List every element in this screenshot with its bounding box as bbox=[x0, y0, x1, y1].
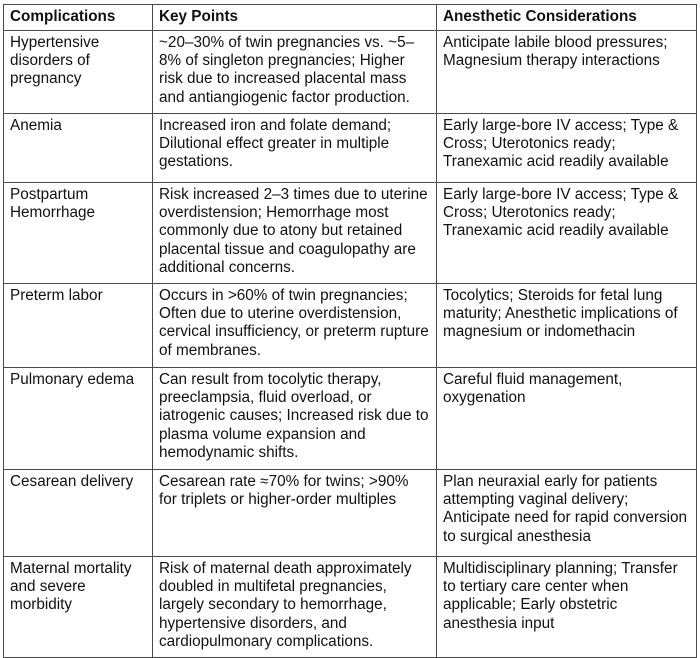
table-row bbox=[4, 470, 697, 557]
complications-table bbox=[3, 4, 697, 658]
cell-anesthetic: Multidisciplinary planning; Transfer to tertiary care center when applicable; Early obstetric anesthesia input bbox=[437, 557, 697, 658]
cell-key-points: Cesarean rate ≈70% for twins; >90% for triplets or higher-order multiples bbox=[153, 470, 437, 557]
cell-complication: Anemia bbox=[4, 114, 153, 183]
header-complications: Complications bbox=[4, 5, 153, 31]
header-key-points: Key Points bbox=[153, 5, 437, 31]
cell-complication: Preterm labor bbox=[4, 284, 153, 368]
cell-key-points: Occurs in >60% of twin pregnancies; Often due to uterine overdistension, cervical insufficiency, or preterm rupture of membranes. bbox=[153, 284, 437, 368]
table-row bbox=[4, 368, 697, 470]
table-row bbox=[4, 183, 697, 284]
header-anesthetic-considerations: Anesthetic Considerations bbox=[437, 5, 697, 31]
table-row bbox=[4, 114, 697, 183]
table-row bbox=[4, 557, 697, 658]
cell-anesthetic: Tocolytics; Steroids for fetal lung maturity; Anesthetic implications of magnesium or indomethacin bbox=[437, 284, 697, 368]
cell-complication: Cesarean delivery bbox=[4, 470, 153, 557]
cell-complication: Pulmonary edema bbox=[4, 368, 153, 470]
cell-anesthetic: Careful fluid management, oxygenation bbox=[437, 368, 697, 470]
cell-anesthetic: Anticipate labile blood pressures; Magnesium therapy interactions bbox=[437, 31, 697, 114]
table-row bbox=[4, 31, 697, 114]
cell-anesthetic: Plan neuraxial early for patients attempting vaginal delivery; Anticipate need for rapid conversion to surgical anesthesia bbox=[437, 470, 697, 557]
cell-key-points: Risk increased 2–3 times due to uterine overdistension; Hemorrhage most commonly due to atony but retained placental tissue and coagulopathy are additional concerns. bbox=[153, 183, 437, 284]
cell-complication: Postpartum Hemorrhage bbox=[4, 183, 153, 284]
cell-key-points: Increased iron and folate demand; Dilutional effect greater in multiple gestations. bbox=[153, 114, 437, 183]
cell-anesthetic: Early large-bore IV access; Type & Cross; Uterotonics ready; Tranexamic acid readily available bbox=[437, 114, 697, 183]
cell-key-points: ~20–30% of twin pregnancies vs. ~5–8% of singleton pregnancies; Higher risk due to increased placental mass and antiangiogenic factor production. bbox=[153, 31, 437, 114]
cell-complication: Maternal mortality and severe morbidity bbox=[4, 557, 153, 658]
cell-complication: Hypertensive disorders of pregnancy bbox=[4, 31, 153, 114]
cell-anesthetic: Early large-bore IV access; Type & Cross; Uterotonics ready; Tranexamic acid readily available bbox=[437, 183, 697, 284]
cell-key-points: Risk of maternal death approximately doubled in multifetal pregnancies, largely secondary to hemorrhage, hypertensive disorders, and cardiopulmonary complications. bbox=[153, 557, 437, 658]
cell-key-points: Can result from tocolytic therapy, preeclampsia, fluid overload, or iatrogenic causes; Increased risk due to plasma volume expansion and hemodynamic shifts. bbox=[153, 368, 437, 470]
table-row bbox=[4, 284, 697, 368]
table-header-row bbox=[4, 5, 697, 31]
